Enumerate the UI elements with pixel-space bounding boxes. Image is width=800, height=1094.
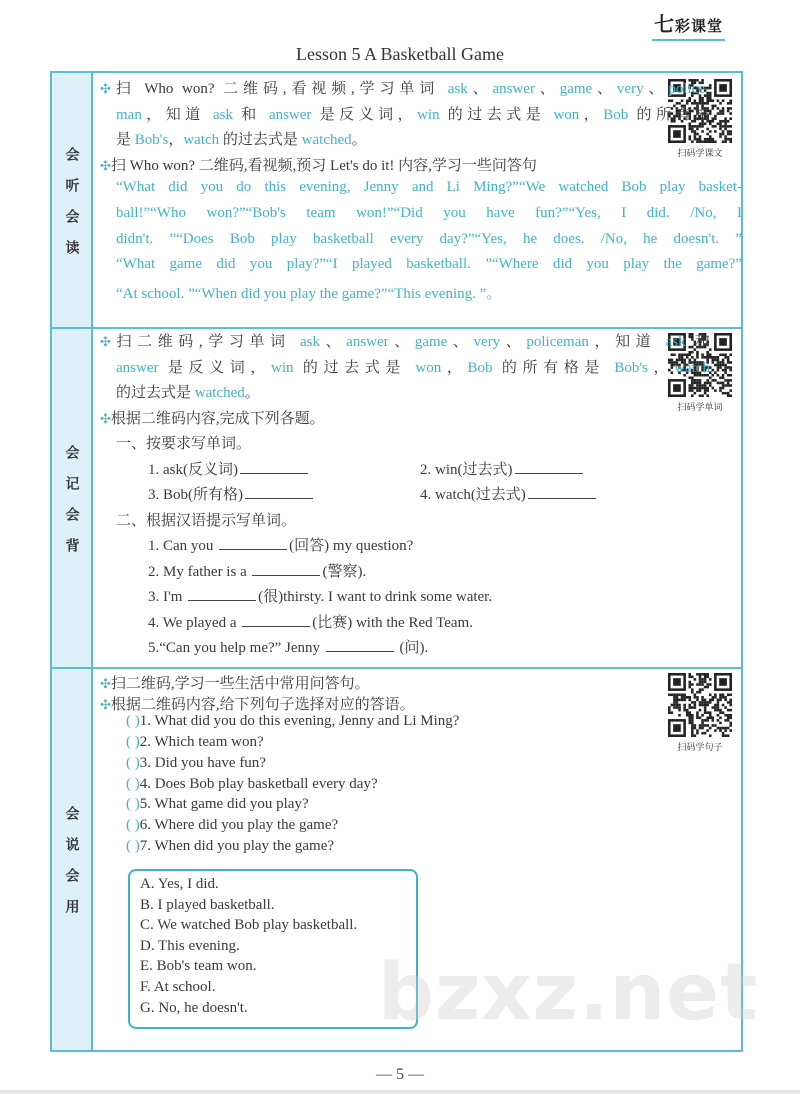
text: 的过去式是 <box>439 106 554 123</box>
section-label: 会说会用 <box>63 806 80 930</box>
watermark: bzxz.net <box>378 948 759 1038</box>
highlight-text: Bob <box>467 359 493 376</box>
highlight-text: Bob's <box>614 359 648 376</box>
highlight-text: game <box>559 81 593 97</box>
highlight-text: won <box>553 106 580 123</box>
text-line <box>148 636 742 658</box>
text: (警察). <box>322 563 367 580</box>
text: 、 <box>500 334 527 350</box>
section-label-column <box>52 329 93 667</box>
highlight-text: ask <box>299 334 320 350</box>
highlight-text: watched <box>301 132 352 149</box>
highlight-text: policeman <box>526 334 589 350</box>
answer-parentheses[interactable]: ( ) <box>126 754 140 771</box>
text: ， <box>441 359 468 376</box>
text-line <box>116 205 742 227</box>
qr-caption: 扫码学句子 <box>677 743 723 753</box>
highlight-text: ball!”“Who won?”“Bob's team won!”“Did you have fun?”“Yes, I did. /No, I <box>116 205 742 221</box>
text-line <box>126 734 742 756</box>
highlight-text: Bob <box>603 106 629 123</box>
highlight-text: “What game did you play?”“I played basketball. ”“Where did you play the game?” <box>116 256 742 273</box>
highlight-text: didn't. ”“Does Bob play basketball every day?”“Yes, he does. /No, he doesn't. ” <box>116 230 742 247</box>
answer-options-box <box>128 869 418 1029</box>
highlight-text: “What did you do this evening, Jenny and Li Ming?”“We watched Bob play basket- <box>116 179 742 196</box>
highlight-text: very <box>616 81 644 97</box>
text: 1. ask(反义词) <box>148 461 238 478</box>
section-listen-read <box>52 73 741 329</box>
text: 是反义词， <box>158 359 271 376</box>
bullet-flower-icon: ✣ <box>100 411 111 427</box>
brand-logo: 七彩课堂 <box>652 8 725 41</box>
text-line <box>116 231 742 253</box>
page-title: Lesson 5 A Basketball Game <box>296 44 504 64</box>
text-line <box>116 509 742 531</box>
exercise-table <box>50 71 743 1052</box>
text: 根据二维码内容,完成下列各题。 <box>110 410 325 427</box>
section-label-column <box>52 73 93 327</box>
text: 2. Which team won? <box>139 734 264 751</box>
text: 4. watch(过去式) <box>420 487 526 503</box>
highlight-text: watch <box>674 359 710 376</box>
text: 和 <box>685 334 710 350</box>
text: 、 <box>447 334 474 350</box>
text: 5.“Can you help me?” Jenny <box>148 640 324 656</box>
text: 3. Bob(所有格) <box>148 487 243 503</box>
text: 和 <box>232 106 269 123</box>
text: 、 <box>467 81 493 97</box>
answer-option: G. No, he doesn't. <box>140 999 248 1016</box>
section-memorize <box>52 329 741 669</box>
text: 是反义词， <box>311 106 418 123</box>
text: 一、按要求写单词。 <box>116 436 252 452</box>
text: 2. win(过去式) <box>420 461 513 478</box>
text-line <box>126 817 742 839</box>
highlight-text: man <box>116 106 142 123</box>
text-line <box>100 407 742 429</box>
text: 二、根据汉语提示写单词。 <box>116 512 297 529</box>
answer-option: E. Bob's team won. <box>140 958 257 975</box>
text: 3. Did you have fun? <box>139 754 266 771</box>
text-line <box>148 534 742 556</box>
text: 6. Where did you play the game? <box>139 816 339 833</box>
text-line <box>116 256 742 278</box>
bullet-flower-icon: ✣ <box>100 677 111 692</box>
answer-parentheses[interactable]: ( ) <box>126 816 140 833</box>
highlight-text: watched <box>194 385 245 401</box>
answer-parentheses[interactable]: ( ) <box>126 775 140 792</box>
highlight-text: answer <box>116 359 159 376</box>
highlight-text: ask <box>447 81 468 97</box>
text-line <box>116 356 710 378</box>
answer-option: C. We watched Bob play basketball. <box>140 917 358 934</box>
text: 的过去式是 <box>219 132 302 149</box>
text: ，知道 <box>588 334 666 350</box>
text: ， <box>168 132 184 149</box>
highlight-text: ask <box>212 106 233 123</box>
highlight-text: game <box>414 334 448 350</box>
bullet-flower-icon: ✣ <box>100 82 111 97</box>
exercise-item <box>148 458 310 479</box>
text: ， <box>579 106 604 123</box>
answer-option: B. I played basketball. <box>140 896 275 913</box>
highlight-text: win <box>417 106 440 123</box>
section-label: 会记会背 <box>63 444 80 569</box>
text-line <box>116 179 742 201</box>
text-line <box>126 796 742 818</box>
exercise-item <box>148 483 315 504</box>
text: 根据二维码内容,给下列句子选择对应的答语。 <box>110 696 415 713</box>
text-line <box>116 381 742 403</box>
text: 3. I'm <box>148 589 187 605</box>
page-number: — 5 — <box>376 1066 424 1083</box>
bullet-flower-icon: ✣ <box>100 335 111 350</box>
text-line <box>126 755 742 777</box>
text-line <box>126 713 742 735</box>
answer-blank[interactable] <box>326 638 394 652</box>
text-line <box>116 432 742 454</box>
text: 扫二维码,学习单词 <box>110 334 300 350</box>
answer-parentheses[interactable]: ( ) <box>126 796 140 813</box>
text-line <box>100 330 710 352</box>
answer-parentheses[interactable]: ( ) <box>126 734 140 751</box>
text-line <box>148 611 742 633</box>
text: 4. We played a <box>148 614 241 631</box>
text: (比赛) with the Red Team. <box>312 614 473 631</box>
highlight-text: answer <box>268 106 312 123</box>
text: 是 <box>116 132 135 149</box>
text-line <box>126 838 742 860</box>
bullet-flower-icon: ✣ <box>100 697 111 713</box>
highlight-text: “At school. ”“When did you play the game?”“This evening. ”。 <box>116 285 502 302</box>
text: 扫 Who won? 二维码,看视频,学习单词 <box>110 81 448 97</box>
text: 扫二维码,学习一些生活中常用问答句。 <box>110 676 370 692</box>
text: 1. Can you <box>148 538 218 554</box>
text: (回答) my question? <box>289 538 414 554</box>
text: 、 <box>592 81 617 97</box>
text: (很)thirsty. I want to drink some water. <box>258 589 493 605</box>
qr-caption: 扫码学单词 <box>677 403 723 413</box>
highlight-text: answer <box>492 81 535 97</box>
highlight-text: Bob's <box>134 132 169 149</box>
answer-parentheses[interactable]: ( ) <box>126 713 140 730</box>
text: 5. What game did you play? <box>139 796 309 813</box>
text-line <box>148 483 742 505</box>
answer-blank[interactable] <box>252 562 320 576</box>
text-line <box>148 458 742 480</box>
text: ， <box>647 359 675 376</box>
highlight-text: ask <box>665 334 686 350</box>
highlight-text: answer <box>346 334 389 350</box>
text-line <box>116 282 742 304</box>
text: 、 <box>388 334 415 350</box>
highlight-text: watch <box>183 132 220 149</box>
text: 、 <box>319 334 347 350</box>
text: 7. When did you play the game? <box>139 837 335 854</box>
text-line <box>116 128 742 150</box>
answer-blank[interactable] <box>515 460 583 474</box>
qr-caption: 扫码学课文 <box>677 149 723 159</box>
section-label: 会听会读 <box>63 146 80 271</box>
text-line <box>148 585 742 607</box>
bottom-edge <box>0 1090 800 1094</box>
text: ，知道 <box>141 106 213 123</box>
text-line <box>100 77 710 99</box>
text: (问). <box>395 640 429 656</box>
answer-blank[interactable] <box>188 587 256 601</box>
answer-parentheses[interactable]: ( ) <box>126 837 140 854</box>
text-line <box>126 776 742 798</box>
text: 扫 Who won? 二维码,看视频,预习 Let's do it! 内容,学习一些问答句 <box>110 157 537 174</box>
highlight-text: police- <box>668 81 710 97</box>
answer-option: A. Yes, I did. <box>140 876 219 892</box>
section-label-column <box>52 669 93 1050</box>
text: 、 <box>643 81 669 97</box>
text-line <box>100 154 742 176</box>
bullet-flower-icon: ✣ <box>100 158 111 174</box>
answer-blank[interactable] <box>242 613 310 627</box>
answer-blank[interactable] <box>240 460 308 474</box>
answer-blank[interactable] <box>219 536 287 550</box>
answer-option: F. At school. <box>140 979 216 995</box>
exercise-item <box>420 483 598 504</box>
text: 。 <box>351 132 367 149</box>
text: 1. What did you do this evening, Jenny and Li Ming? <box>139 713 460 730</box>
highlight-text: won <box>415 359 442 376</box>
text-line <box>100 693 742 715</box>
highlight-text: very <box>473 334 501 350</box>
text: 2. My father is a <box>148 563 251 580</box>
text: 。 <box>244 385 260 401</box>
answer-blank[interactable] <box>528 485 596 499</box>
text-line <box>116 103 710 125</box>
text: 的所有格 <box>628 106 710 123</box>
text: 4. Does Bob play basketball every day? <box>139 775 378 792</box>
highlight-text: win <box>270 359 294 376</box>
text: 、 <box>534 81 560 97</box>
answer-blank[interactable] <box>245 485 313 499</box>
text-line <box>148 560 742 582</box>
answer-option: D. This evening. <box>140 937 240 954</box>
exercise-item <box>420 458 585 479</box>
text: 的过去式是 <box>116 385 195 401</box>
text-line <box>100 672 742 694</box>
text: 的所有格是 <box>492 359 615 376</box>
text: 的过去式是 <box>293 359 416 376</box>
